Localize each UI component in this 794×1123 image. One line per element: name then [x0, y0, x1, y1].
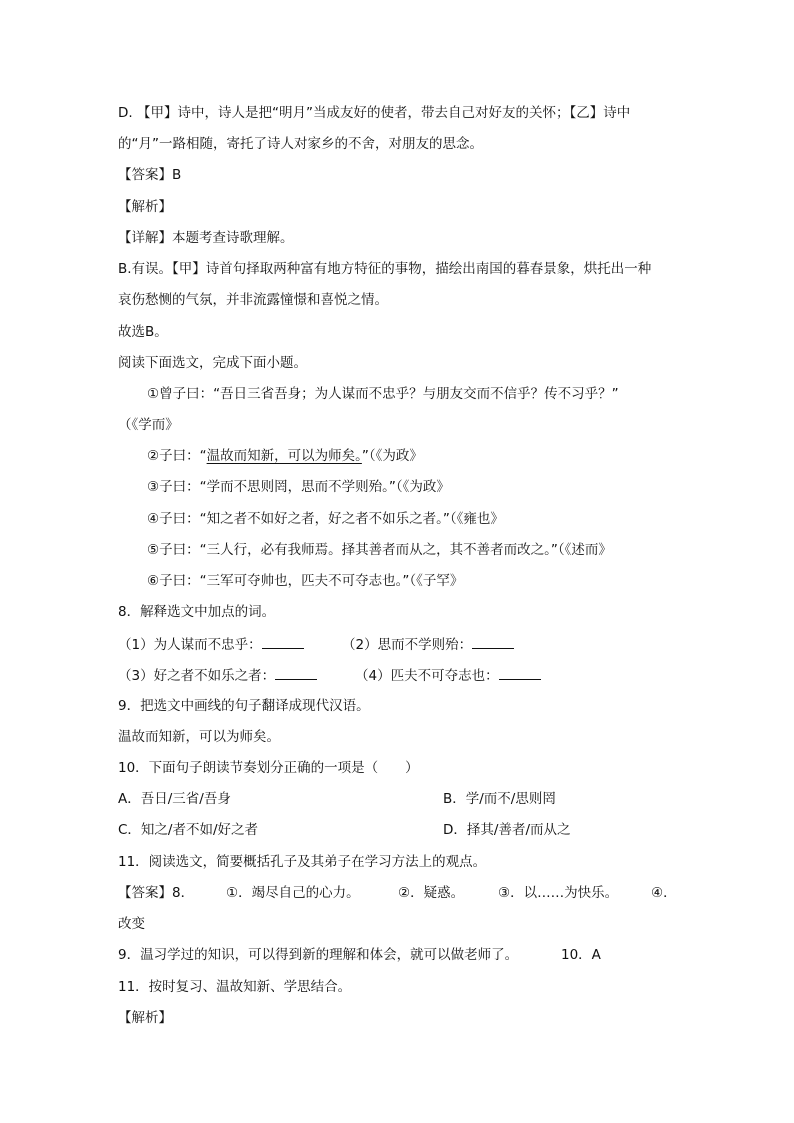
option-d-line-1: D. 【甲】诗中，诗人是把“明月”当成友好的使者，带去自己对好友的关怀；【乙】诗中	[118, 105, 631, 121]
answer-blank[interactable]	[499, 665, 541, 680]
answer-8-2: ②．疑惑。	[398, 885, 465, 901]
explanation-line-2: 哀伤愁恻的气氛，并非流露憧憬和喜悦之情。	[118, 292, 388, 308]
quote-3: ③子曰：“学而不思则罔，思而不学则殆。”（《为政》	[147, 479, 450, 495]
question-9: 9．把选文中画线的句子翻译成现代汉语。	[118, 698, 370, 714]
answer-blank[interactable]	[472, 634, 514, 649]
quote-2	[147, 447, 423, 465]
answer-blank[interactable]	[262, 634, 304, 649]
analysis-label: 【解析】	[118, 199, 172, 215]
question-9-sentence: 温故而知新，可以为师矣。	[118, 729, 280, 745]
quote-2-underlined: 温故而知新，可以为师矣。	[206, 448, 362, 464]
quote-2-suffix: ”（《为政》	[361, 448, 423, 464]
question-8-4-text: （4）匹夫不可夺志也：	[355, 668, 499, 684]
reading-intro: 阅读下面选文，完成下面小题。	[118, 355, 307, 371]
answer-label: 【答案】B	[118, 167, 182, 183]
answer-8-4-cont: 改变	[118, 916, 145, 932]
question-8-2-text: （2）思而不学则殆：	[342, 637, 473, 653]
quote-1-line-2: （《学而》	[118, 417, 179, 433]
quote-2-prefix: ②子曰：“	[147, 448, 207, 464]
option-d: D．择其/善者/而从之	[443, 822, 571, 838]
answer-11: 11．按时复习、温故知新、学思结合。	[118, 979, 352, 995]
quote-1-line-1: ①曾子曰：“吾日三省吾身；为人谋而不忠乎？与朋友交而不信乎？传不习乎？”	[147, 386, 619, 402]
detail-label: 【详解】本题考查诗歌理解。	[118, 230, 294, 246]
quote-6: ⑥子曰：“三军可夺帅也，匹夫不可夺志也。”（《子罕》	[147, 573, 464, 589]
quote-4: ④子曰：“知之者不如好之者，好之者不如乐之者。”（《雍也》	[147, 511, 504, 527]
analysis-label-2: 【解析】	[118, 1010, 172, 1026]
option-c: C．知之/者不如/好之者	[118, 822, 259, 838]
answer-blank[interactable]	[275, 665, 317, 680]
answer-8-3: ③．以……为快乐。	[498, 885, 619, 901]
question-8-1	[118, 634, 304, 654]
option-d-line-2: 的“月”一路相随，寄托了诗人对家乡的不舍，对朋友的思念。	[118, 136, 483, 152]
answer-8-1: ①．竭尽自己的心力。	[226, 885, 360, 901]
question-11: 11．阅读选文，简要概括孔子及其弟子在学习方法上的观点。	[118, 854, 487, 870]
question-8-3	[118, 665, 317, 685]
question-8-4	[355, 665, 541, 685]
question-8: 8．解释选文中加点的词。	[118, 604, 276, 620]
answer-8-4: ④．	[651, 885, 677, 901]
answer-8-label: 【答案】8．	[118, 885, 195, 901]
option-b: B．学/而不/思则罔	[443, 791, 556, 807]
explanation-line-1: B.有误。【甲】诗首句择取两种富有地方特征的事物，描绘出南国的暮春景象，烘托出一种	[118, 261, 652, 277]
quote-5: ⑤子曰：“三人行，必有我师焉。择其善者而从之，其不善者而改之。”（《述而》	[147, 542, 612, 558]
option-a: A．吾日/三省/吾身	[118, 791, 231, 807]
answer-10: 10．A	[561, 947, 601, 963]
answer-9: 9．温习学过的知识，可以得到新的理解和体会，就可以做老师了。	[118, 947, 519, 963]
question-10: 10．下面句子朗读节奏划分正确的一项是（ ）	[118, 760, 419, 776]
question-8-1-text: （1）为人谋而不忠乎：	[118, 637, 262, 653]
question-8-3-text: （3）好之者不如乐之者：	[118, 668, 276, 684]
question-8-2	[342, 634, 514, 654]
choose-answer: 故选B。	[118, 324, 168, 340]
